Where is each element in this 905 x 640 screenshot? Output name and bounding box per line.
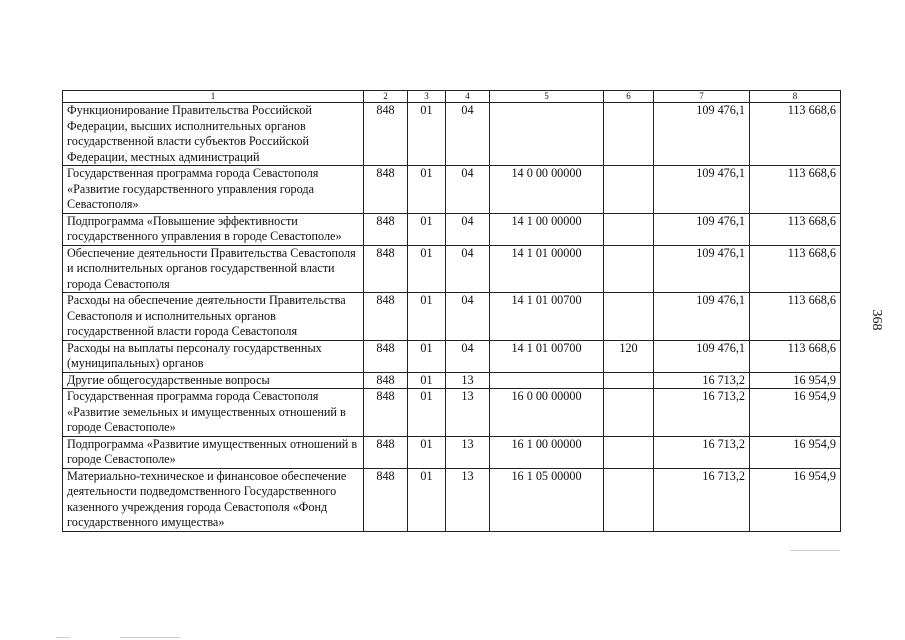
row-sum-1: 16 713,2	[654, 436, 750, 468]
row-rz: 01	[408, 468, 446, 531]
row-vr	[604, 166, 654, 214]
row-csr	[490, 103, 604, 166]
row-csr: 16 0 00 00000	[490, 389, 604, 437]
row-sum-2: 113 668,6	[750, 166, 841, 214]
row-rz: 01	[408, 245, 446, 293]
row-name: Подпрограмма «Повышение эффективности государственного управления в городе Севастополе»	[63, 213, 364, 245]
header-col-8: 8	[750, 91, 841, 103]
row-rz: 01	[408, 166, 446, 214]
row-ved: 848	[364, 340, 408, 372]
row-vr	[604, 436, 654, 468]
row-vr	[604, 372, 654, 389]
table-row	[63, 468, 841, 531]
row-csr: 16 1 05 00000	[490, 468, 604, 531]
scan-artifact-line	[120, 637, 180, 638]
row-sum-1: 109 476,1	[654, 245, 750, 293]
row-csr	[490, 372, 604, 389]
row-sum-2: 16 954,9	[750, 436, 841, 468]
row-sum-1: 109 476,1	[654, 103, 750, 166]
row-sum-1: 109 476,1	[654, 166, 750, 214]
row-ved: 848	[364, 213, 408, 245]
table-row	[63, 103, 841, 166]
row-ved: 848	[364, 103, 408, 166]
row-rz: 01	[408, 389, 446, 437]
row-name: Материально-техническое и финансовое обеспечение деятельности подведомственного Государственного казенного учреждения города Севастополя «Фонд государственного имущества»	[63, 468, 364, 531]
row-sum-2: 16 954,9	[750, 468, 841, 531]
row-csr: 14 1 00 00000	[490, 213, 604, 245]
row-sum-2: 113 668,6	[750, 103, 841, 166]
row-rz: 01	[408, 372, 446, 389]
row-rz: 01	[408, 293, 446, 341]
row-name: Другие общегосударственные вопросы	[63, 372, 364, 389]
row-pr: 04	[446, 213, 490, 245]
row-ved: 848	[364, 166, 408, 214]
table-row	[63, 372, 841, 389]
row-pr: 04	[446, 245, 490, 293]
row-vr	[604, 245, 654, 293]
header-col-6: 6	[604, 91, 654, 103]
row-name: Расходы на выплаты персоналу государственных (муниципальных) органов	[63, 340, 364, 372]
row-pr: 13	[446, 389, 490, 437]
row-rz: 01	[408, 103, 446, 166]
row-pr: 04	[446, 166, 490, 214]
row-sum-1: 16 713,2	[654, 372, 750, 389]
row-vr	[604, 389, 654, 437]
row-pr: 13	[446, 468, 490, 531]
table-row	[63, 166, 841, 214]
row-ved: 848	[364, 245, 408, 293]
row-ved: 848	[364, 389, 408, 437]
row-sum-2: 113 668,6	[750, 293, 841, 341]
row-sum-2: 16 954,9	[750, 372, 841, 389]
row-name: Государственная программа города Севастополя «Развитие государственного управления города Севастополя»	[63, 166, 364, 214]
header-col-3: 3	[408, 91, 446, 103]
row-name: Подпрограмма «Развитие имущественных отношений в городе Севастополе»	[63, 436, 364, 468]
row-vr: 120	[604, 340, 654, 372]
row-ved: 848	[364, 372, 408, 389]
table-row	[63, 245, 841, 293]
header-row	[63, 91, 841, 103]
row-name: Обеспечение деятельности Правительства Севастополя и исполнительных органов государственной власти города Севастополя	[63, 245, 364, 293]
row-pr: 04	[446, 103, 490, 166]
row-ved: 848	[364, 436, 408, 468]
row-csr: 14 0 00 00000	[490, 166, 604, 214]
row-sum-2: 16 954,9	[750, 389, 841, 437]
scan-artifact-line	[790, 550, 840, 551]
row-vr	[604, 213, 654, 245]
row-pr: 04	[446, 340, 490, 372]
row-sum-2: 113 668,6	[750, 213, 841, 245]
row-pr: 13	[446, 372, 490, 389]
table-row	[63, 213, 841, 245]
table-row	[63, 293, 841, 341]
row-name: Расходы на обеспечение деятельности Правительства Севастополя и исполнительных органов государственной власти города Севастополя	[63, 293, 364, 341]
header-col-7: 7	[654, 91, 750, 103]
row-ved: 848	[364, 468, 408, 531]
row-csr: 14 1 01 00700	[490, 293, 604, 341]
row-pr: 13	[446, 436, 490, 468]
scan-artifact-line	[56, 637, 70, 638]
budget-table	[62, 90, 841, 532]
row-sum-1: 109 476,1	[654, 340, 750, 372]
header-col-1: 1	[63, 91, 364, 103]
row-ved: 848	[364, 293, 408, 341]
row-vr	[604, 468, 654, 531]
row-sum-1: 109 476,1	[654, 213, 750, 245]
row-name: Государственная программа города Севастополя «Развитие земельных и имущественных отношений в городе Севастополе»	[63, 389, 364, 437]
page-number: 368	[869, 309, 884, 331]
row-vr	[604, 293, 654, 341]
row-sum-1: 16 713,2	[654, 468, 750, 531]
row-rz: 01	[408, 340, 446, 372]
header-col-5: 5	[490, 91, 604, 103]
row-vr	[604, 103, 654, 166]
row-sum-2: 113 668,6	[750, 340, 841, 372]
header-col-4: 4	[446, 91, 490, 103]
row-sum-1: 16 713,2	[654, 389, 750, 437]
row-csr: 16 1 00 00000	[490, 436, 604, 468]
row-sum-2: 113 668,6	[750, 245, 841, 293]
row-pr: 04	[446, 293, 490, 341]
row-csr: 14 1 01 00700	[490, 340, 604, 372]
table-row	[63, 389, 841, 437]
table-row	[63, 340, 841, 372]
row-csr: 14 1 01 00000	[490, 245, 604, 293]
row-rz: 01	[408, 436, 446, 468]
row-sum-1: 109 476,1	[654, 293, 750, 341]
table-row	[63, 436, 841, 468]
header-col-2: 2	[364, 91, 408, 103]
row-name: Функционирование Правительства Российской Федерации, высших исполнительных органов государственной власти субъектов Российской Федерации, местных администраций	[63, 103, 364, 166]
row-rz: 01	[408, 213, 446, 245]
